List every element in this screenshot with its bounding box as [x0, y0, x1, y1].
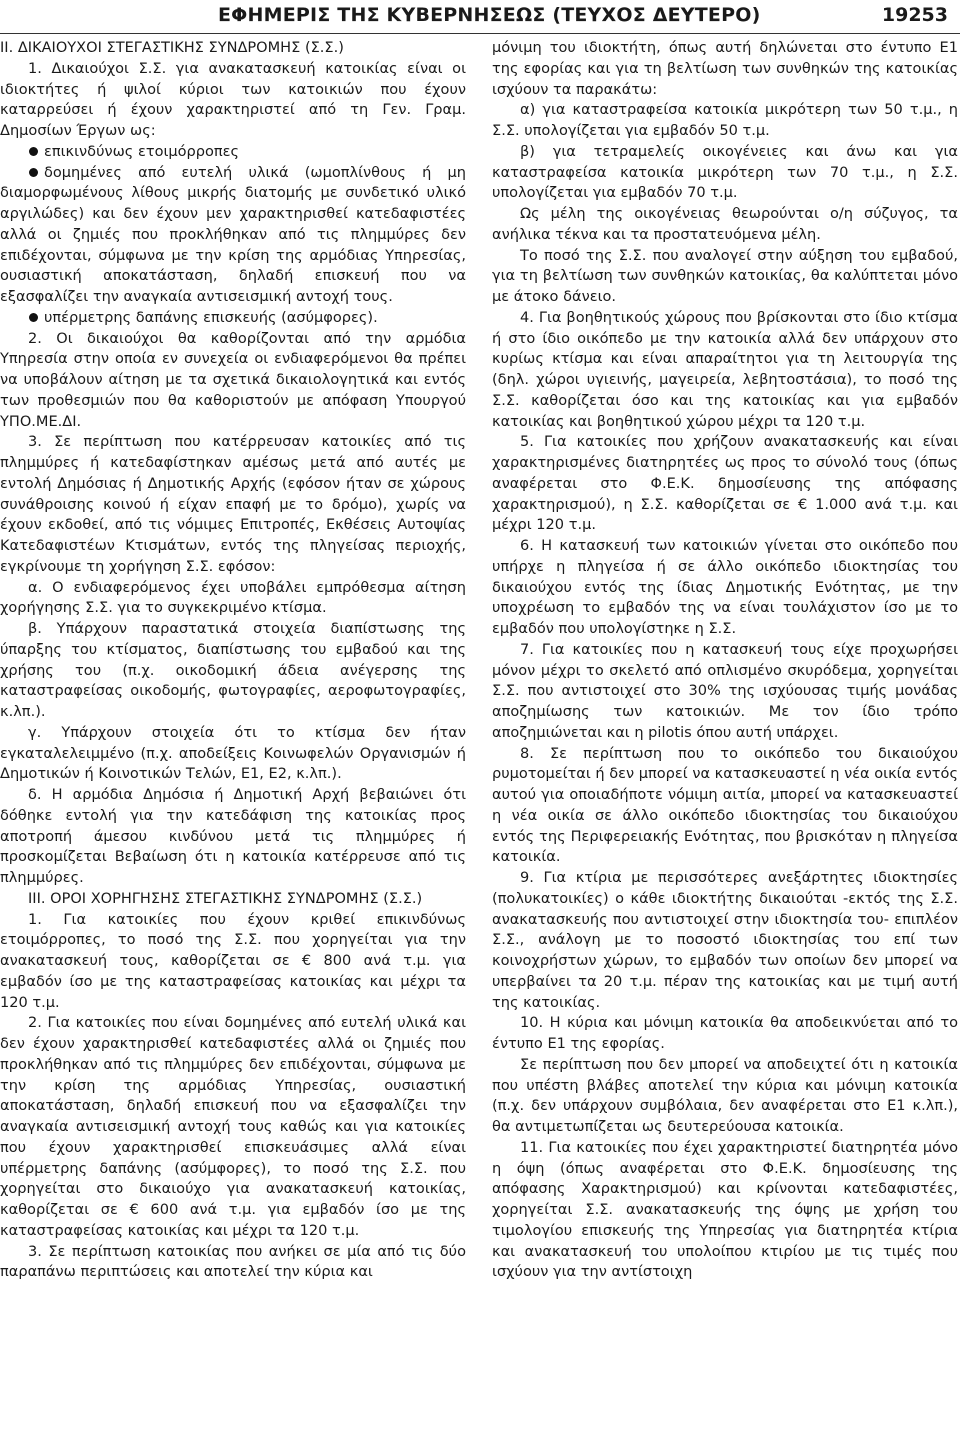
bullet-item: επικινδύνως ετοιμόρροπες — [0, 142, 466, 163]
paragraph: 11. Για κατοικίες που έχει χαρακτηριστεί διατηρητέα μόνο η όψη (όπως αναφέρεται στο Φ.Ε.Κ. δημοσίευσης της απόφασης Χαρακτηρισμού) και κρίνονται κατεδαφιστέες, χορηγείται Σ.Σ. ανακατασκευής της όψης με χρήση του τιμολογίου επισκευής της Υπηρεσίας για διατηρητέα κτίρια και ανακατασκευή του υπολοίπου κτιρίου με τις τιμές που ισχύουν για την αντίστοιχη — [492, 1138, 958, 1281]
paragraph: β) για τετραμελείς οικογένειες και άνω και για καταστραφείσα κατοικία μικρότερη των 70 τ.μ., η Σ.Σ. υπολογίζεται για εμβαδόν 70 τ.μ. — [492, 142, 958, 202]
paragraph: Το ποσό της Σ.Σ. που αναλογεί στην αύξηση του εμβαδού, για τη βελτίωση των συνθηκών κατοικίας, θα καλύπτεται μόνο με άτοκο δάνειο. — [492, 246, 958, 305]
bullet-item: υπέρμετρης δαπάνης επισκευής (ασύμφορες). — [0, 308, 466, 329]
page-header — [0, 4, 960, 34]
paragraph: Σε περίπτωση που δεν μπορεί να αποδειχτεί ότι η κατοικία που υπέστη βλάβες αποτελεί την κύρια και μόνιμη κατοικία (π.χ. δεν υπάρχουν συμβόλαια, δεν αναφέρεται στο Ε1 κ.λπ.), θα αντιμετωπίζεται ως δευτερεύουσα κατοικία. — [492, 1055, 958, 1135]
paragraph: α. Ο ενδιαφερόμενος έχει υποβάλει εμπρόθεσμα αίτηση χορήγησης Σ.Σ. για το συγκεκριμένο κτίσμα. — [0, 578, 466, 617]
page-number: 19253 — [881, 4, 948, 26]
section-heading: ΙΙΙ. ΟΡΟΙ ΧΟΡΗΓΗΣΗΣ ΣΤΕΓΑΣΤΙΚΗΣ ΣΥΝΔΡΟΜΗΣ (Σ.Σ.) — [28, 889, 423, 907]
paragraph: 5. Για κατοικίες που χρήζουν ανακατασκευής και είναι χαρακτηρισμένες διατηρητέες ως προς το σύνολό τους (όπως αναφέρεται στο Φ.Ε.Κ. δημοσίευσης της απόφασης χαρακτηρισμού), η Σ.Σ. καθορίζεται σε € 1.000 ανά τ.μ. και μέχρι 120 τ.μ. — [492, 433, 958, 534]
right-column — [492, 38, 958, 1283]
bullet-icon — [29, 313, 38, 322]
paragraph: 10. Η κύρια και μόνιμη κατοικία θα αποδεικνύεται από το έντυπο Ε1 της εφορίας. — [492, 1014, 958, 1052]
paragraph: 2. Για κατοικίες που είναι δομημένες από ευτελή υλικά και δεν έχουν χαρακτηρισθεί κατεδαφιστέες αλλά οι ζημιές που προκλήθηκαν από τις πλημμύρες δεν επιδέχονται, σύμφωνα με την κρίση της αρμόδιας Υπηρεσίας, ουσιαστική αποκατάσταση, δηλαδή επισκευή που να εξασφαλίζει την αναγκαία αντισεισμική αντοχή τους καθώς και για κατοικίες που έχουν χαρακτηρισθεί επισκευάσιμες αλλά είναι υπέρμετρης δαπάνης (ασύμφορες), το ποσό της Σ.Σ. που χορηγείται στο δικαιούχο για ανακατασκευή κατοικίας, καθορίζεται σε € 600 ανά τ.μ. για εμβαδόν ίσο με της καταστραφείσας κατοικίας και μέχρι τα 120 τ.μ. — [0, 1014, 466, 1239]
paragraph: 3. Σε περίπτωση που κατέρρευσαν κατοικίες από τις πλημμύρες ή κατεδαφίστηκαν αμέσως μετά από αυτές με εντολή Δημόσιας ή Δημοτικής Αρχής (εφόσον ήταν σε χώρους συνάθροισης κοινού ή είχαν επαφή με το δρόμο), χωρίς να έχουν εκδοθεί, από τις νόμιμες Επιτροπές, Εκθέσεις Αυτοψίας Κατεδαφιστέων Κτισμάτων, εντός της πληγείσας περιοχής, εγκρίνουμε τη χορήγηση Σ.Σ. εφόσον: — [0, 433, 466, 575]
bullet-icon — [29, 147, 38, 156]
paragraph: μόνιμη του ιδιοκτήτη, όπως αυτή δηλώνεται στο έντυπο Ε1 της εφορίας και για τη βελτίωση των συνθηκών της κατοικίας ισχύουν τα παρακάτω: — [492, 39, 958, 98]
paragraph: 2. Οι δικαιούχοι θα καθορίζονται από την αρμόδια Υπηρεσία στην οποία εν συνεχεία οι ενδιαφερόμενοι θα πρέπει να υποβάλουν αίτηση με τα σχετικά δικαιολογητικά και εντός των προθεσμιών που θα καθοριστούν με απόφαση Υπουργού ΥΠΟ.ΜΕ.ΔΙ. — [0, 329, 466, 430]
bullet-icon — [29, 168, 38, 177]
paragraph: Ως μέλη της οικογένειας θεωρούνται ο/η σύζυγος, τα ανήλικα τέκνα και τα προστατευόμενα μέλη. — [492, 205, 958, 243]
paragraph: α) για καταστραφείσα κατοικία μικρότερη των 50 τ.μ., η Σ.Σ. υπολογίζεται για εμβαδόν 50 τ.μ. — [492, 101, 958, 139]
paragraph: γ. Υπάρχουν στοιχεία ότι το κτίσμα δεν ήταν εγκαταλελειμμένο (π.χ. αποδείξεις Κοινωφελών Οργανισμών ή Δημοτικών ή Κοινοτικών Τελών, Ε1, Ε2, κ.λπ.). — [0, 723, 466, 783]
bullet-item: δομημένες από ευτελή υλικά (ωμοπλίνθους ή μη διαμορφωμένους λίθους μικρής διατομής με συνδετικό υλικό αργιλώδες) και δεν έχουν μεν χαρακτηρισθεί κατεδαφιστέες αλλά οι ζημιές που προκλήθηκαν από τις πλημμύρες δεν επιδέχονται, σύμφωνα με την κρίση της αρμόδιας Υπηρεσίας, ουσιαστική αποκατάσταση, δηλαδή επισκευή που να εξασφαλίζει την αναγκαία αντισεισμική αντοχή τους. — [0, 163, 466, 305]
paragraph: 3. Σε περίπτωση κατοικίας που ανήκει σε μία από τις δύο παραπάνω περιπτώσεις και αποτελεί την κύρια και — [0, 1242, 466, 1281]
paragraph: β. Υπάρχουν παραστατικά στοιχεία διαπίστωσης της ύπαρξης του κτίσματος, διαπίστωσης του εμβαδού και της χρήσης του (π.χ. οικοδομική άδεια ανέγερσης της καταστραφείσας οικοδομής, φωτογραφίες, αεροφωτογραφίες, κ.λπ.). — [0, 620, 466, 720]
paragraph: 7. Για κατοικίες που η κατασκευή τους είχε προχωρήσει μόνον μέχρι το σκελετό από οπλισμένο σκυρόδεμα, χορηγείται Σ.Σ. που αντιστοιχεί στο 30% της ισχύουσας τιμής μονάδας αποζημίωσης των κατοικιών. Με τον ίδιο τρόπο αποζημιώνεται και η pilotis όπου αυτή υπάρχει. — [492, 640, 958, 741]
section-heading: ΙΙ. ΔΙΚΑΙΟΥΧΟΙ ΣΤΕΓΑΣΤΙΚΗΣ ΣΥΝΔΡΟΜΗΣ (Σ.Σ.) — [0, 39, 344, 56]
paragraph: 9. Για κτίρια με περισσότερες ανεξάρτητες ιδιοκτησίες (πολυκατοικίες) ο κάθε ιδιοκτήτης δικαιούται -εκτός της Σ.Σ. ανακατασκευής που αντιστοιχεί στην ιδιοκτησία του- επιπλέον Σ.Σ., ανάλογη με το ποσοστό ιδιοκτησίας του επί των κοινοχρήστων χώρων, το εμβαδόν των οποίων δεν μπορεί να υπερβαίνει τα 20 τ.μ. πέραν της κατοικίας και με τιμή αυτή της κατοικίας. — [492, 869, 958, 1011]
left-column — [0, 38, 466, 1283]
header-rule — [0, 33, 960, 34]
gazette-title: ΕΦΗΜΕΡΙΣ ΤΗΣ ΚΥΒΕΡΝΗΣΕΩΣ (ΤΕΥΧΟΣ ΔΕΥΤΕΡΟ) — [218, 4, 761, 26]
paragraph: 8. Σε περίπτωση που το οικόπεδο του δικαιούχου ρυμοτομείται ή δεν μπορεί να κατασκευαστεί η νέα οικία εντός αυτού για οποιαδήποτε νόμιμη αιτία, μπορεί να κατασκευαστεί η νέα οικία σε άλλο οικόπεδο ιδιοκτησίας του δικαιούχου εντός της Περιφερειακής Ενότητας, που βρισκόταν η πληγείσα κατοικία. — [492, 744, 958, 866]
paragraph: 6. Η κατασκευή των κατοικιών γίνεται στο οικόπεδο που υπήρχε η πληγείσα ή σε άλλο οικόπεδο ιδιοκτησίας του δικαιούχου εντός της ίδιας Δημοτικής Ενότητας, με την υποχρέωση το εμβαδόν της να είναι τουλάχιστον ίσο με το εμβαδόν που υπολογίστηκε η Σ.Σ. — [492, 537, 958, 637]
paragraph: δ. Η αρμόδια Δημόσια ή Δημοτική Αρχή βεβαιώνει ότι δόθηκε εντολή για την κατεδάφιση της κατοικίας προς αποτροπή άμεσου κινδύνου μετά τις πλημμύρες ή προσκομίζεται Βεβαίωση ότι η κατοικία κατέρρευσε από τις πλημμύρες. — [0, 786, 466, 886]
paragraph: 4. Για βοηθητικούς χώρους που βρίσκονται στο ίδιο κτίσμα ή στο ίδιο οικόπεδο με την κατοικία αλλά δεν υπάρχουν στο κυρίως κτίσμα και είναι απαραίτητοι για τη λειτουργία της (δηλ. χώροι υγιεινής, μαγειρεία, λεβητοστάσια), το ποσό της Σ.Σ. καθορίζεται όσο και της κατοικίας και για εμβαδόν κατοικίας και βοηθητικού χώρου μέχρι τα 120 τ.μ. — [492, 308, 958, 430]
paragraph: 1. Δικαιούχοι Σ.Σ. για ανακατασκευή κατοικίας είναι οι ιδιοκτήτες ή ψιλοί κύριοι των κατοικιών που έχουν καταρρεύσει ή έχουν χαρακτηριστεί από τη Γεν. Γραμ. Δημοσίων Έργων ως: — [0, 59, 466, 139]
paragraph: 1. Για κατοικίες που έχουν κριθεί επικινδύνως ετοιμόρροπες, το ποσό της Σ.Σ. που χορηγείται για την ανακατασκευή τους, καθορίζεται σε € 800 ανά τ.μ. για εμβαδόν ίσο με της καταστραφείσας κατοικίας και μέχρι τα 120 τ.μ. — [0, 910, 466, 1011]
